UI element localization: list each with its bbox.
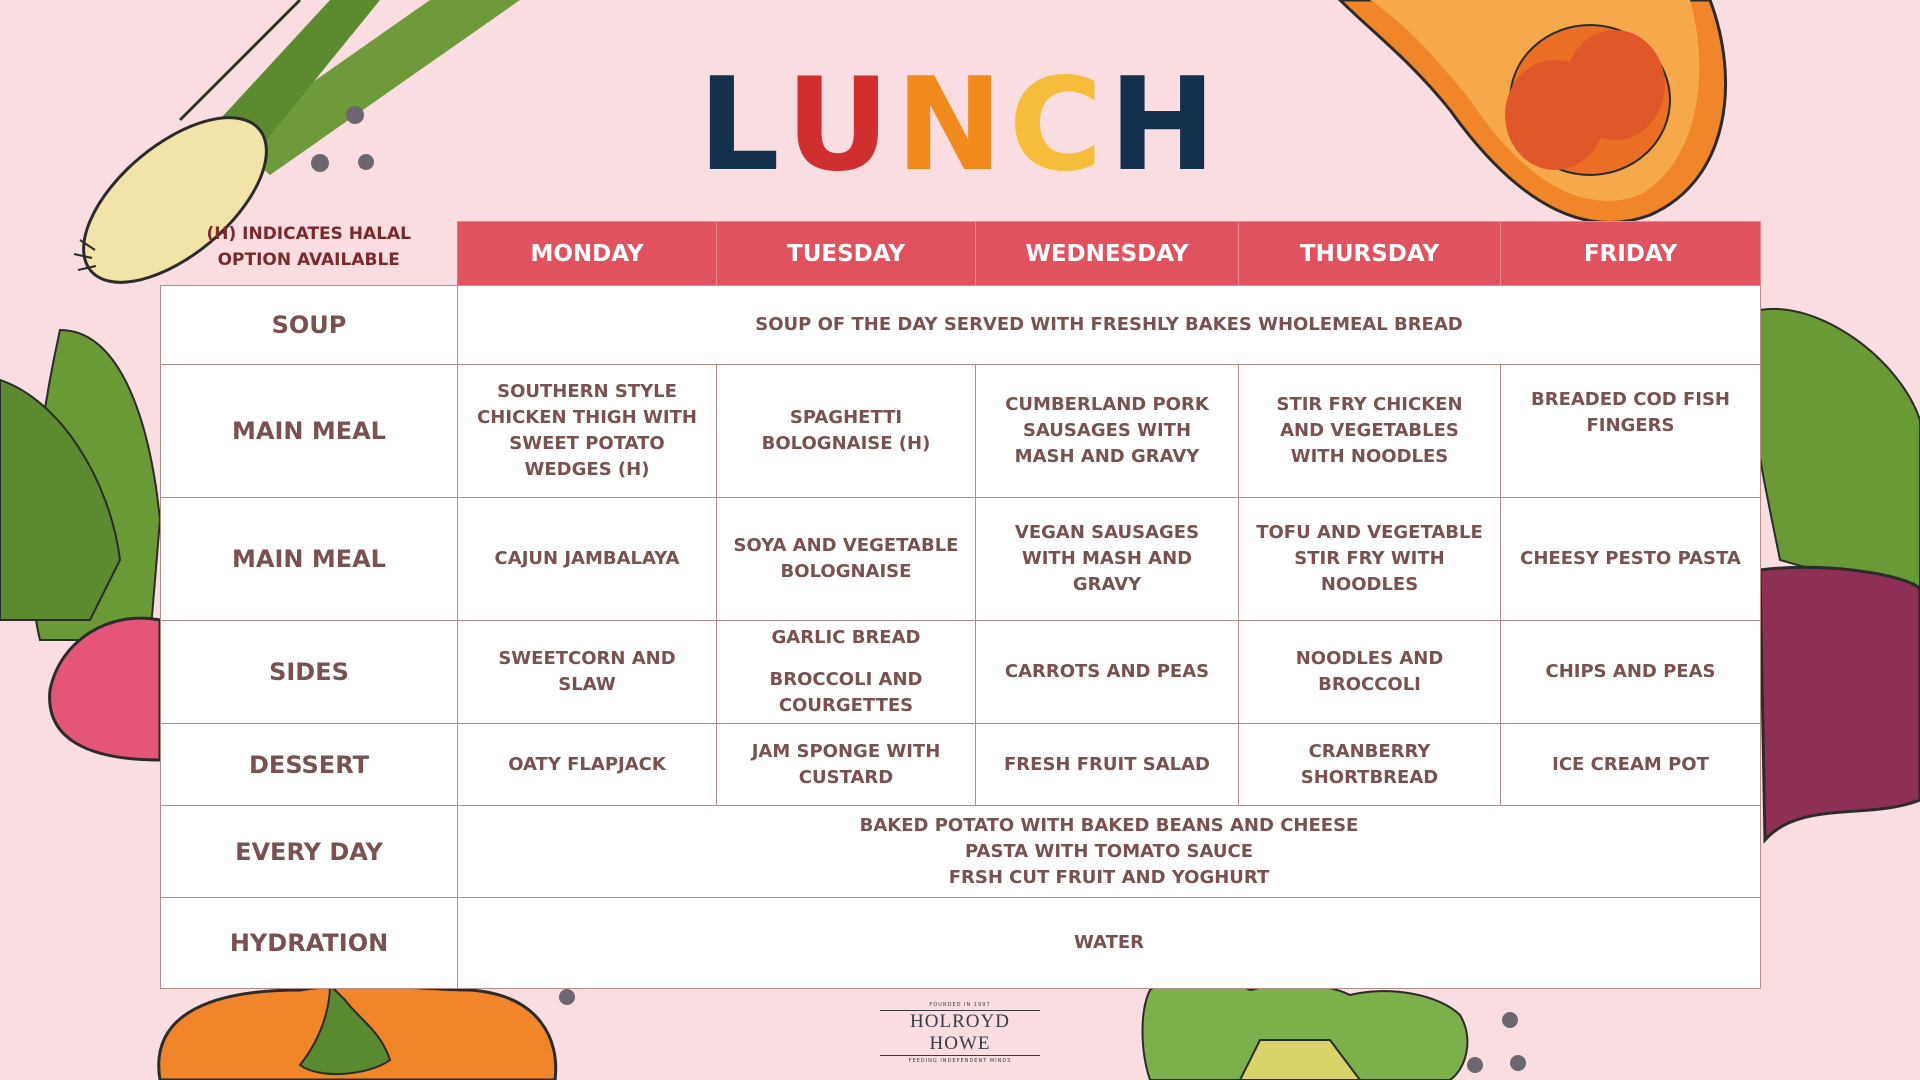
every-day-line-2: PASTA WITH TOMATO SAUCE: [964, 840, 1253, 862]
main2-friday: CHEESY PESTO PASTA: [1501, 498, 1761, 621]
day-header-monday: MONDAY: [458, 222, 717, 286]
row-label-main-meal: MAIN MEAL: [161, 365, 458, 498]
sides-wednesday: CARROTS AND PEAS: [976, 621, 1239, 724]
dessert-thursday: CRANBERRY SHORTBREAD: [1239, 724, 1501, 806]
row-label-dessert: DESSERT: [161, 724, 458, 806]
day-header-tuesday: TUESDAY: [717, 222, 976, 286]
table-row-main-meal-1: [161, 365, 1761, 498]
halal-note: (H) INDICATES HALAL OPTION AVAILABLE: [206, 224, 412, 271]
row-label-hydration: HYDRATION: [161, 898, 458, 989]
table-row-sides: [161, 621, 1761, 724]
lunch-menu-table: [160, 221, 1761, 989]
broccoli-illustration: [1143, 979, 1468, 1080]
table-row-main-meal-2: [161, 498, 1761, 621]
title-letter-l: L: [698, 51, 786, 200]
sides-thursday: NOODLES AND BROCCOLI: [1239, 621, 1501, 724]
title-letter-c: C: [1008, 51, 1109, 200]
table-row-every-day: [161, 806, 1761, 898]
logo-tagline: FEEDING INDEPENDENT MINDS: [908, 1058, 1012, 1064]
sides-tuesday-line2: BROCCOLI AND COURGETTES: [769, 669, 923, 716]
main2-thursday: TOFU AND VEGETABLE STIR FRY WITH NOODLES: [1239, 498, 1501, 621]
every-day-line-1: BAKED POTATO WITH BAKED BEANS AND CHEESE: [859, 814, 1359, 836]
day-header-friday: FRIDAY: [1501, 222, 1761, 286]
sides-tuesday-line1: GARLIC BREAD: [771, 627, 921, 648]
every-day-cell: [458, 806, 1761, 898]
main1-friday: BREADED COD FISH FINGERS: [1501, 365, 1761, 498]
row-label-every-day: EVERY DAY: [161, 806, 458, 898]
sides-tuesday: [717, 621, 976, 724]
hydration-cell: WATER: [458, 898, 1761, 989]
row-label-sides: SIDES: [161, 621, 458, 724]
main2-tuesday: SOYA AND VEGETABLE BOLOGNAISE: [717, 498, 976, 621]
logo-name: HOLROYD HOWE: [880, 1010, 1040, 1056]
beetroot-illustration: [1752, 309, 1920, 840]
main2-monday: CAJUN JAMBALAYA: [458, 498, 717, 621]
table-header-row: [161, 222, 1761, 286]
main1-tuesday: SPAGHETTI BOLOGNAISE (H): [717, 365, 976, 498]
title-letter-h: H: [1108, 51, 1222, 200]
main1-monday: SOUTHERN STYLE CHICKEN THIGH WITH SWEET POTATO WEDGES (H): [458, 365, 717, 498]
row-label-soup: SOUP: [161, 286, 458, 365]
radish-illustration: [0, 330, 160, 760]
lunch-title: [0, 51, 1920, 200]
sides-friday: CHIPS AND PEAS: [1501, 621, 1761, 724]
dessert-friday: ICE CREAM POT: [1501, 724, 1761, 806]
soup-cell: SOUP OF THE DAY SERVED WITH FRESHLY BAKES WHOLEMEAL BREAD: [458, 286, 1761, 365]
table-row-dessert: [161, 724, 1761, 806]
table-row-hydration: [161, 898, 1761, 989]
halal-note-cell: [161, 222, 458, 286]
pumpkin-illustration: [159, 985, 556, 1080]
title-letter-n: N: [895, 51, 1009, 200]
dessert-tuesday: JAM SPONGE WITH CUSTARD: [717, 724, 976, 806]
table-row-soup: [161, 286, 1761, 365]
title-letter-u: U: [785, 51, 896, 200]
every-day-line-3: FRSH CUT FRUIT AND YOGHURT: [948, 866, 1270, 888]
row-label-main-meal-2: MAIN MEAL: [161, 498, 458, 621]
logo-founded: FOUNDED IN 1997: [929, 1002, 991, 1008]
main1-thursday: STIR FRY CHICKEN AND VEGETABLES WITH NOODLES: [1239, 365, 1501, 498]
dessert-monday: OATY FLAPJACK: [458, 724, 717, 806]
dessert-wednesday: FRESH FRUIT SALAD: [976, 724, 1239, 806]
day-header-thursday: THURSDAY: [1239, 222, 1501, 286]
day-header-wednesday: WEDNESDAY: [976, 222, 1239, 286]
main2-wednesday: VEGAN SAUSAGES WITH MASH AND GRAVY: [976, 498, 1239, 621]
holroyd-howe-logo: [880, 1002, 1040, 1064]
main1-wednesday: CUMBERLAND PORK SAUSAGES WITH MASH AND GRAVY: [976, 365, 1239, 498]
sides-monday: SWEETCORN AND SLAW: [458, 621, 717, 724]
